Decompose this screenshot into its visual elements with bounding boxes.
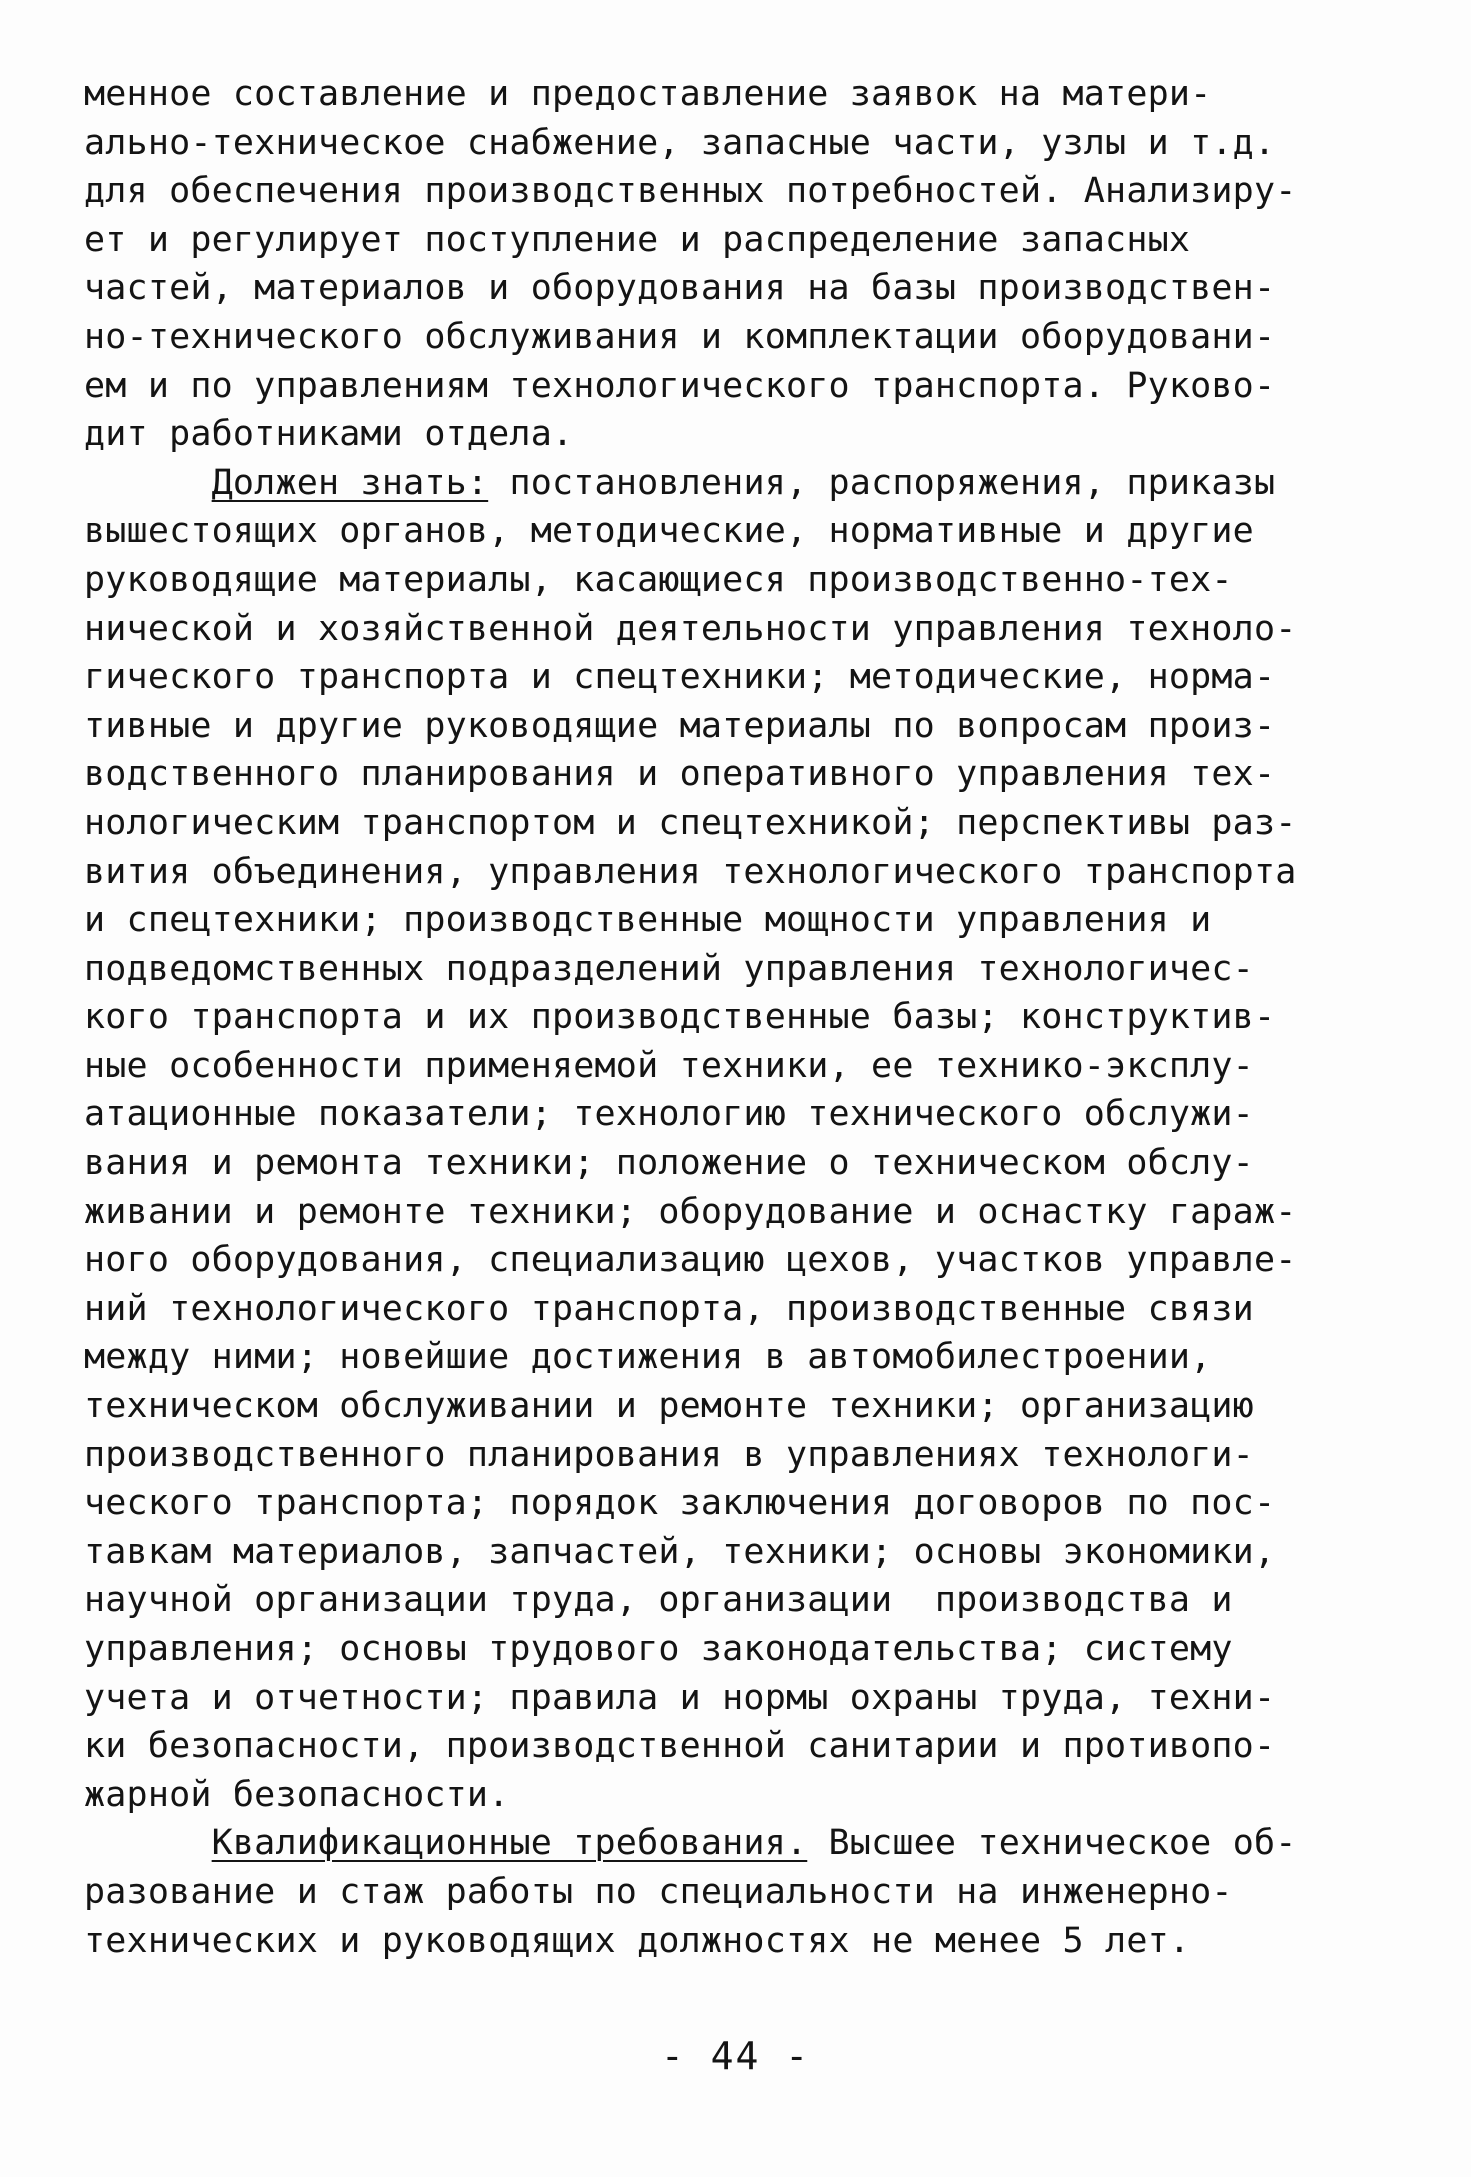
text-line: технических и руководящих должностях не менее 5 лет. <box>84 1920 1191 1961</box>
text-line: водственного планирования и оперативного управления тех- <box>84 754 1276 795</box>
text-line: нологическим транспортом и спецтехникой; перспективы раз- <box>84 802 1297 843</box>
text-line: разование и стаж работы по специальности на инженерно- <box>84 1871 1233 1912</box>
text-line: ческого транспорта; порядок заключения договоров по пос- <box>84 1483 1276 1524</box>
text-line: вития объединения, управления технологического транспорта <box>84 851 1297 892</box>
must-know-label: Должен знать: <box>211 462 489 503</box>
text-line: живании и ремонте техники; оборудование и оснастку гараж- <box>84 1191 1297 1232</box>
text-line: тивные и другие руководящие материалы по вопросам произ- <box>84 705 1276 746</box>
paragraph-must-know <box>84 459 1404 1820</box>
text-line: управления; основы трудового законодательства; систему <box>84 1629 1233 1669</box>
text-line: кого транспорта и их производственные базы; конструктив- <box>84 997 1276 1038</box>
text-line: производственного планирования в управлениях технологи- <box>84 1434 1254 1475</box>
text-line: гического транспорта и спецтехники; методические, норма- <box>84 657 1276 698</box>
text-line: дит работниками отдела. <box>84 414 574 455</box>
text-line: ет и регулирует поступление и распределение запасных <box>84 219 1191 260</box>
text-line: между ними; новейшие достижения в автомобилестроении, <box>84 1337 1212 1378</box>
text-line: атационные показатели; технологию технического обслужи- <box>84 1094 1254 1135</box>
text-line: но-технического обслуживания и комплектации оборудовани- <box>84 316 1276 357</box>
text-line: ного оборудования, специализацию цехов, участков управле- <box>84 1240 1297 1281</box>
text-line: учета и отчетности; правила и нормы охраны труда, техни- <box>84 1677 1276 1718</box>
text-line: для обеспечения производственных потребностей. Анализиру- <box>84 171 1297 212</box>
text-line: жарной безопасности. <box>84 1774 510 1815</box>
text-line <box>84 1819 1404 1868</box>
text-line: менное составление и предоставление заявок на матери- <box>84 74 1212 114</box>
text-line: техническом обслуживании и ремонте техники; организацию <box>84 1386 1254 1427</box>
qualifications-first-line: Высшее техническое об- <box>807 1823 1297 1864</box>
text-line: вания и ремонта техники; положение о техническом обслу- <box>84 1143 1254 1184</box>
text-line: ки безопасности, производственной санитарии и противопо- <box>84 1726 1276 1767</box>
text-line: подведомственных подразделений управления технологичес- <box>84 948 1254 989</box>
qualifications-label: Квалификационные требования. <box>211 1823 808 1864</box>
page-number: - 44 - <box>660 2034 811 2078</box>
text-line: тавкам материалов, запчастей, техники; основы экономики, <box>84 1531 1276 1572</box>
text-line <box>84 459 1404 508</box>
text-line: ально-техническое снабжение, запасные части, узлы и т.д. <box>84 122 1276 163</box>
text-line: руководящие материалы, касающиеся производственно-тех- <box>84 559 1233 600</box>
paragraph-qualifications <box>84 1819 1404 1965</box>
text-line: и спецтехники; производственные мощности управления и <box>84 900 1212 941</box>
text-line: ний технологического транспорта, производственные связи <box>84 1288 1254 1329</box>
text-line: частей, материалов и оборудования на базы производствен- <box>84 268 1276 309</box>
text-line: вышестоящих органов, методические, нормативные и другие <box>84 511 1254 552</box>
paragraph-duties-continued <box>84 70 1404 459</box>
body-text <box>84 70 1404 1965</box>
must-know-first-line: постановления, распоряжения, приказы <box>488 462 1276 503</box>
text-line: ем и по управлениям технологического транспорта. Руково- <box>84 365 1276 406</box>
text-line: научной организации труда, организации производства и <box>84 1580 1233 1621</box>
text-line: нической и хозяйственной деятельности управления техноло- <box>84 608 1297 649</box>
text-line: ные особенности применяемой техники, ее технико-эксплу- <box>84 1045 1254 1086</box>
